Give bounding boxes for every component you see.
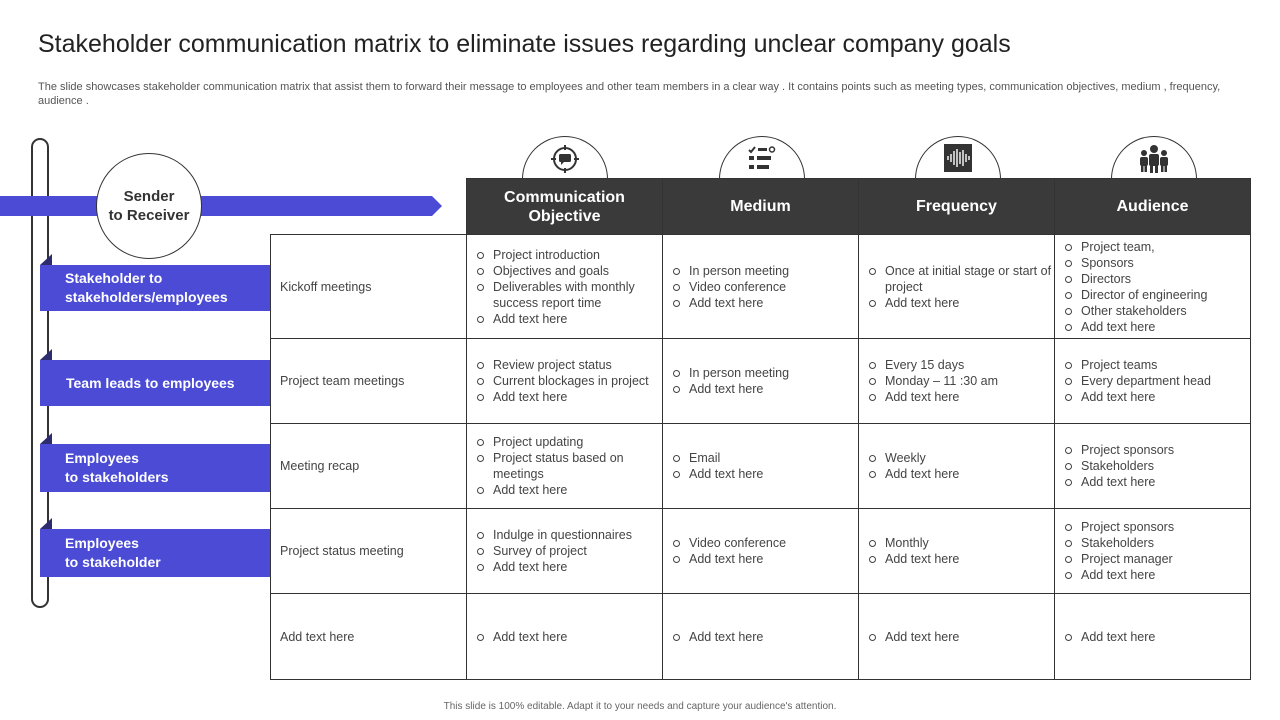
- medium-cell: [663, 594, 859, 680]
- list-item: Video conference: [673, 535, 857, 551]
- tab-notch: [40, 518, 52, 529]
- medium-cell: [663, 235, 859, 339]
- medium-icon-dome: [719, 136, 805, 179]
- header-frequency: [859, 179, 1055, 235]
- list-item: Monday – 11 :30 am: [869, 373, 1053, 389]
- list-item: Weekly: [869, 450, 1053, 466]
- medium-cell: [663, 509, 859, 594]
- list-item: Add text here: [869, 466, 1053, 482]
- side-tab-line1: Employees: [65, 535, 139, 551]
- list-item: Deliverables with monthly success report time: [477, 279, 661, 311]
- audience-cell: [1055, 339, 1251, 424]
- row-label: Add text here: [271, 594, 467, 680]
- table-row: [271, 509, 1251, 594]
- objective-cell: [467, 235, 663, 339]
- tab-notch: [40, 254, 52, 265]
- table-row: [271, 235, 1251, 339]
- list-item: Indulge in questionnaires: [477, 527, 661, 543]
- audience-cell: [1055, 424, 1251, 509]
- list-item: Project teams: [1065, 357, 1249, 373]
- frequency-icon-dome: [915, 136, 1001, 179]
- side-tab-line2: to stakeholder: [65, 554, 161, 570]
- list-item: Other stakeholders: [1065, 303, 1249, 319]
- list-item: Add text here: [1065, 389, 1249, 405]
- slide-title: Stakeholder communication matrix to eliminate issues regarding unclear company goals: [38, 30, 1011, 58]
- table-row: [271, 424, 1251, 509]
- side-tab-line2: stakeholders/employees: [65, 289, 228, 305]
- list-item: Stakeholders: [1065, 535, 1249, 551]
- header-line1: Audience: [1116, 198, 1189, 215]
- list-item: Monthly: [869, 535, 1053, 551]
- header-line1: Medium: [730, 198, 791, 215]
- header-line1: Frequency: [916, 198, 997, 215]
- list-item: Project introduction: [477, 247, 661, 263]
- slide-footer: This slide is 100% editable. Adapt it to your needs and capture your audience's attention.: [443, 701, 837, 712]
- list-item: Survey of project: [477, 543, 661, 559]
- list-item: Email: [673, 450, 857, 466]
- list-item: Add text here: [1065, 567, 1249, 583]
- sound-wave-icon: [944, 144, 972, 172]
- list-item: Add text here: [477, 389, 661, 405]
- list-item: Add text here: [673, 551, 857, 567]
- tab-notch: [40, 349, 52, 360]
- frequency-cell: [859, 424, 1055, 509]
- medium-cell: [663, 339, 859, 424]
- side-tab-employees-stakeholders: [40, 444, 270, 492]
- list-item: Add text here: [1065, 319, 1249, 335]
- list-item: Every department head: [1065, 373, 1249, 389]
- table-row: [271, 339, 1251, 424]
- side-tab-stakeholders: [40, 265, 270, 311]
- row-label: Kickoff meetings: [271, 235, 467, 339]
- list-item: Director of engineering: [1065, 287, 1249, 303]
- target-chat-icon: [550, 144, 580, 174]
- side-tab-line1: Stakeholder to: [65, 270, 163, 286]
- list-item: Add text here: [477, 629, 661, 645]
- list-item: Add text here: [477, 311, 661, 327]
- header-medium: [663, 179, 859, 235]
- list-item: Add text here: [869, 295, 1053, 311]
- audience-cell: [1055, 594, 1251, 680]
- table-row: [271, 594, 1251, 680]
- frequency-cell: [859, 594, 1055, 680]
- list-item: Add text here: [477, 559, 661, 575]
- header-objective: [467, 179, 663, 235]
- list-item: Project team,: [1065, 239, 1249, 255]
- list-item: Add text here: [673, 466, 857, 482]
- list-item: Add text here: [869, 551, 1053, 567]
- audience-icon-dome: [1111, 136, 1197, 179]
- list-item: Add text here: [673, 629, 857, 645]
- list-item: Objectives and goals: [477, 263, 661, 279]
- list-item: In person meeting: [673, 365, 857, 381]
- list-item: Stakeholders: [1065, 458, 1249, 474]
- checklist-icon: [747, 144, 777, 174]
- tab-notch: [40, 433, 52, 444]
- objective-cell: [467, 339, 663, 424]
- row-label: Project team meetings: [271, 339, 467, 424]
- side-tab-line1: Employees: [65, 450, 139, 466]
- audience-cell: [1055, 509, 1251, 594]
- people-group-icon: [1137, 144, 1171, 174]
- list-item: Directors: [1065, 271, 1249, 287]
- list-item: Review project status: [477, 357, 661, 373]
- list-item: Add text here: [1065, 629, 1249, 645]
- sender-to-receiver-circle: [96, 153, 202, 259]
- sender-line1: Sender: [123, 188, 175, 205]
- list-item: Project manager: [1065, 551, 1249, 567]
- list-item: Add text here: [1065, 474, 1249, 490]
- list-item: Current blockages in project: [477, 373, 661, 389]
- frequency-cell: [859, 509, 1055, 594]
- side-tab-employees-stakeholder: [40, 529, 270, 577]
- frequency-cell: [859, 339, 1055, 424]
- audience-cell: [1055, 235, 1251, 339]
- objective-cell: [467, 424, 663, 509]
- list-item: Add text here: [869, 389, 1053, 405]
- list-item: Add text here: [673, 381, 857, 397]
- list-item: Once at initial stage or start of project: [869, 263, 1053, 295]
- objective-cell: [467, 594, 663, 680]
- side-tab-line1: Team leads to employees: [66, 374, 235, 391]
- list-item: Every 15 days: [869, 357, 1053, 373]
- list-item: Add text here: [869, 629, 1053, 645]
- side-tab-line2: to stakeholders: [65, 469, 169, 485]
- side-tab-team-leads: [40, 360, 270, 406]
- list-item: Add text here: [673, 295, 857, 311]
- header-row: [271, 179, 1251, 235]
- row-label: Project status meeting: [271, 509, 467, 594]
- list-item: Add text here: [477, 482, 661, 498]
- list-item: Sponsors: [1065, 255, 1249, 271]
- frequency-cell: [859, 235, 1055, 339]
- slide-subtitle: The slide showcases stakeholder communication matrix that assist them to forward their message to employees and other team members in a clear way . It contains points such as meeting types, communication objectives, medium , frequency, audience .: [38, 81, 1221, 107]
- objective-icon-dome: [522, 136, 608, 179]
- sender-line2: to Receiver: [108, 207, 190, 224]
- list-item: Project sponsors: [1065, 519, 1249, 535]
- list-item: In person meeting: [673, 263, 857, 279]
- row-label: Meeting recap: [271, 424, 467, 509]
- header-line2: Objective: [528, 207, 601, 225]
- list-item: Project status based on meetings: [477, 450, 661, 482]
- header-line1: Communication: [504, 188, 625, 206]
- medium-cell: [663, 424, 859, 509]
- list-item: Project sponsors: [1065, 442, 1249, 458]
- list-item: Project updating: [477, 434, 661, 450]
- list-item: Video conference: [673, 279, 857, 295]
- communication-matrix-table: [270, 178, 1251, 680]
- header-audience: [1055, 179, 1251, 235]
- objective-cell: [467, 509, 663, 594]
- header-blank: [271, 179, 467, 235]
